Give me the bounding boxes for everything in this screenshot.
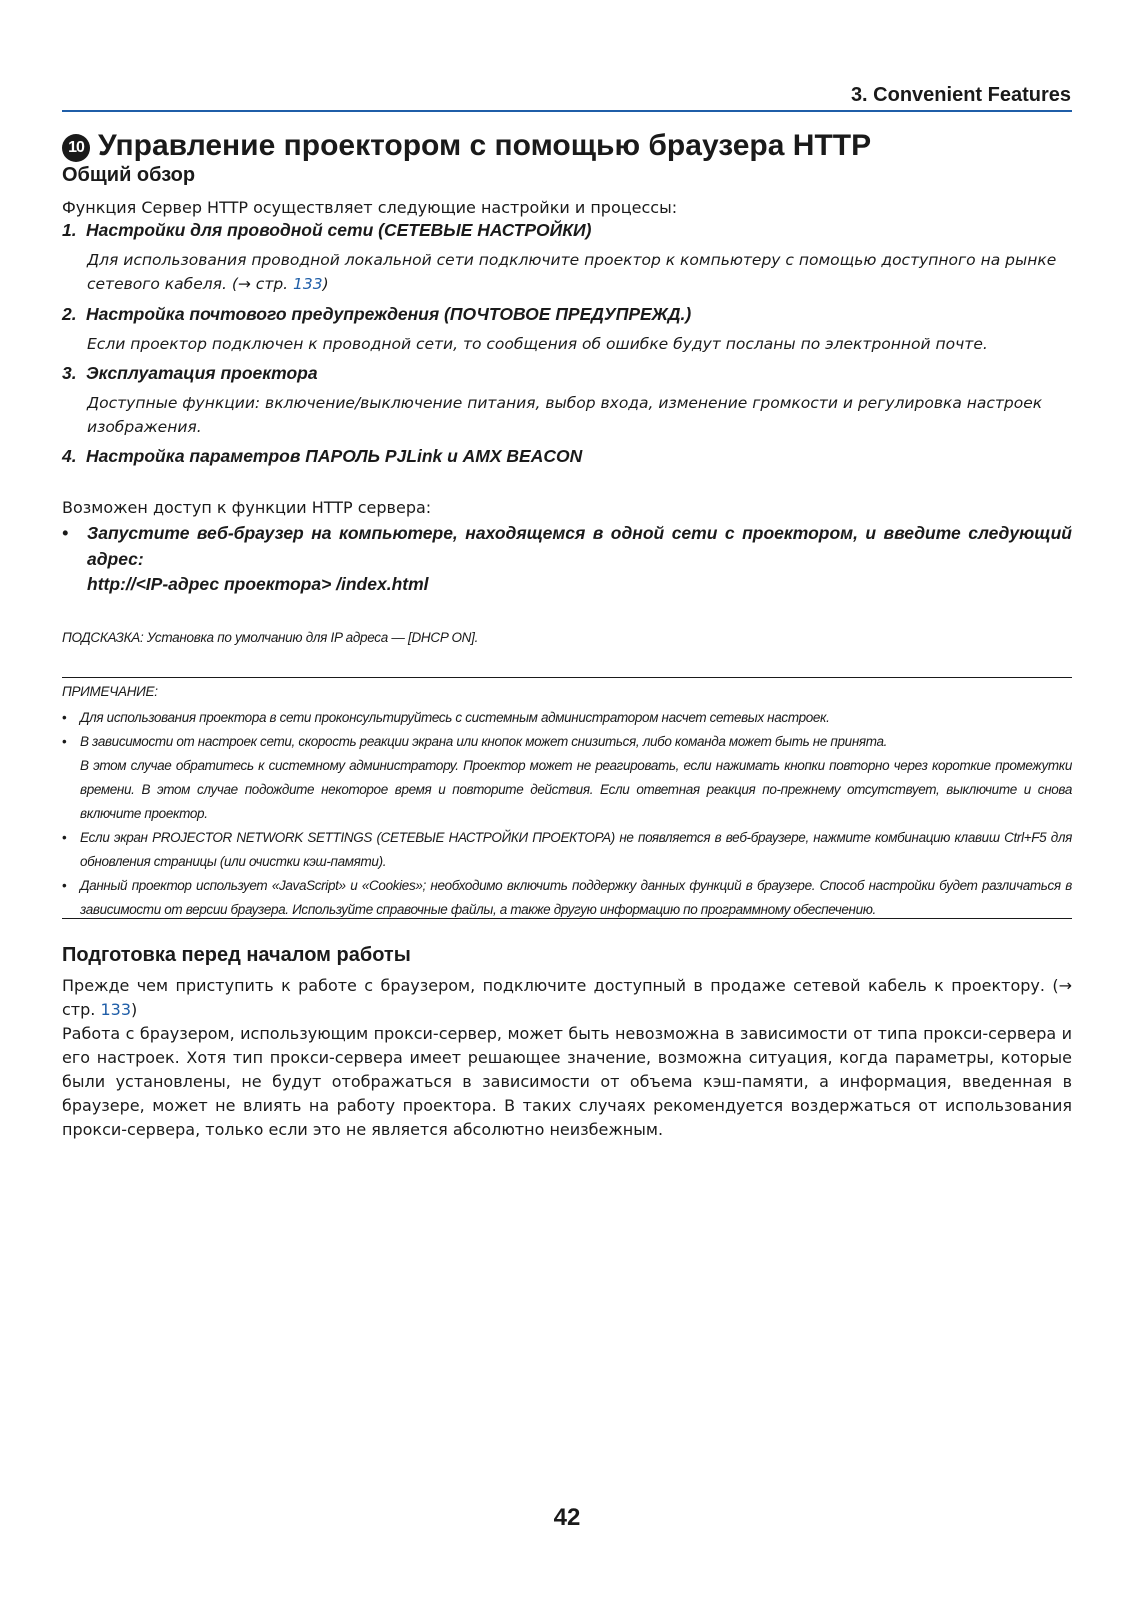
- page-title-text: Управление проектором с помощью браузера HTTP: [98, 129, 872, 162]
- page-link-133[interactable]: 133: [293, 275, 323, 293]
- overview-intro: Функция Сервер HTTP осуществляет следующие настройки и процессы:: [62, 198, 678, 217]
- prep-body: [62, 974, 1072, 1142]
- notes-top-rule: [62, 677, 1072, 678]
- notes-title: ПРИМЕЧАНИЕ:: [62, 684, 158, 699]
- notes-list: [62, 706, 1072, 922]
- note-item: • Данный проектор использует «JavaScript» и «Cookies»; необходимо включить поддержку данных функций в браузере. Способ настройки будет различаться в зависимости от версии браузера. Используйте справочные файлы, а также другую информацию по программному обеспечению.: [62, 878, 1072, 917]
- prep-paragraph-2: Работа с браузером, использующим прокси-сервер, может быть невозможна в зависимости от типа прокси-сервера и его настроек. Хотя тип прокси-сервера имеет решающее значение, возможна ситуация, когда параметры, которые были установлены, не будут отображаться в зависимости от объема кэш-памяти, а информация, введенная в браузере, может не влиять на работу проектора. В таких случаях рекомендуется воздержаться от использования прокси-сервера, только если это не является абсолютно неизбежным.: [62, 1024, 1072, 1139]
- item-2-body: Если проектор подключен к проводной сети, то сообщения об ошибке будут посланы по электронной почте.: [87, 335, 988, 353]
- item-2-title: 2. Настройка почтового предупреждения (ПОЧТОВОЕ ПРЕДУПРЕЖД.): [62, 304, 692, 324]
- prep-heading: Подготовка перед началом работы: [62, 944, 411, 966]
- notes-bottom-rule: [62, 918, 1072, 919]
- section-header: 3. Convenient Features: [850, 84, 1071, 106]
- circled-number-badge: 10: [62, 134, 90, 162]
- overview-heading: Общий обзор: [62, 164, 196, 186]
- page-link-133[interactable]: 133: [100, 1000, 131, 1019]
- access-bullet: • Запустите веб-браузер на компьютере, находящемся в одной сети с проектором, и введите следующий адрес:: [62, 520, 1072, 572]
- prep-paragraph-1: Прежде чем приступить к работе с браузером, подключите доступный в продаже сетевой кабель к проектору. (→ стр. 133): [62, 976, 1072, 1019]
- bullet-dot: •: [62, 523, 69, 543]
- item-1-body: Для использования проводной локальной сети подключите проектор к компьютеру с помощью доступного на рынке сетевого кабеля. (→ стр. 133): [87, 251, 1057, 293]
- note-item: • Для использования проектора в сети проконсультируйтесь с системным администратором насчет сетевых настроек.: [62, 710, 830, 725]
- hint-text: ПОДСКАЗКА: Установка по умолчанию для IP адреса — [DHCP ON].: [62, 630, 479, 645]
- item-3-title: 3. Эксплуатация проектора: [62, 363, 318, 383]
- access-intro: Возможен доступ к функции HTTP сервера:: [62, 498, 432, 517]
- page-number: 42: [553, 1504, 581, 1531]
- note-continuation: В этом случае обратитесь к системному администратору. Проектор может не реагировать, если нажимать кнопки повторно через короткие промежутки времени. В этом случае подождите некоторое время и повторите действия. Если ответная реакция по-прежнему отсутствует, выключите и снова включите проектор.: [80, 758, 1072, 821]
- header-rule: [62, 110, 1072, 112]
- item-1-title: 1. Настройки для проводной сети (СЕТЕВЫЕ НАСТРОЙКИ): [62, 220, 592, 240]
- note-item: • В зависимости от настроек сети, скорость реакции экрана или кнопок может снизиться, либо команда может быть не принята. В этом случае обратитесь к системному администратору. Проектор может не реагировать, если нажимать кнопки повторно через короткие промежутки времени. В этом случае подождите некоторое время и повторите действия. Если ответная реакция по-прежнему отсутствует, выключите и снова включите проектор.: [62, 730, 1072, 826]
- item-3-body: Доступные функции: включение/выключение питания, выбор входа, изменение громкости и регулировка настроек изображения.: [87, 394, 1043, 436]
- item-4-title: 4. Настройка параметров ПАРОЛЬ PJLink и AMX BEACON: [62, 446, 583, 466]
- page-title: [62, 126, 1072, 166]
- note-item: • Если экран PROJECTOR NETWORK SETTINGS (СЕТЕВЫЕ НАСТРОЙКИ ПРОЕКТОРА) не появляется в веб-браузере, нажмите комбинацию клавиш Ctrl+F5 для обновления страницы (или очистки кэш-памяти).: [62, 830, 1072, 869]
- server-url: http://<IP-адрес проектора> /index.html: [87, 574, 429, 594]
